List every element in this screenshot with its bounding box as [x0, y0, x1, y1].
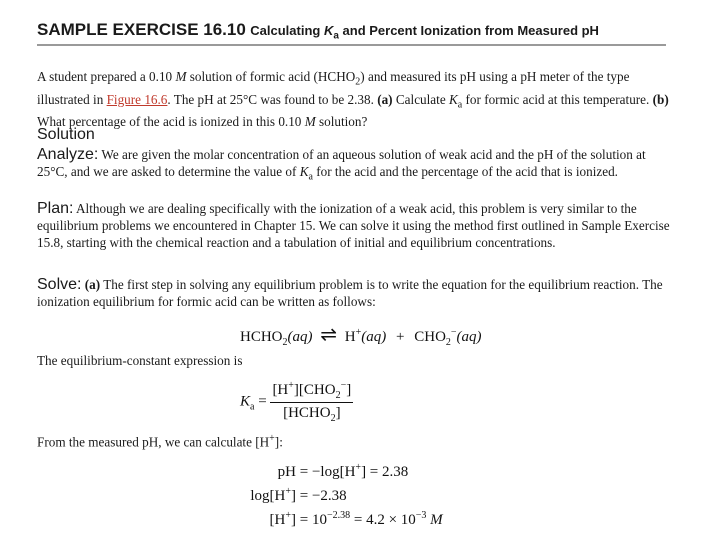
analyze-paragraph: Analyze: We are given the molar concentration of an aqueous solution of weak acid and the pH of the solution at 25°C, and we are asked to determine the value of $K_a$ for the acid and the percentage of the acid that is ionized. [37, 146, 646, 183]
exercise-subtitle: Calculating $K_a$ and Percent Ionization from Measured pH [250, 23, 599, 42]
solve-label: Solve: [37, 276, 82, 293]
plan-paragraph: Plan: Although we are dealing specifically with the ionization of a weak acid, this problem is very similar to the equilibrium problems we encountered in Chapter 15. We can solve it using the method first outlined in Sample Exercise 15.8, starting with the chemical reaction and a tabulation of initial and equilibrium concentrations. [37, 200, 670, 250]
ka-expression: $K_a$ = $\frac{[H^+][CHO_2^-]}{[HCHO_2]}$ [240, 380, 352, 424]
title-divider [37, 44, 666, 46]
figure-link[interactable]: Figure 16.6 [106, 91, 168, 107]
solution-heading: Solution [37, 126, 95, 143]
equilibrium-arrow: ⇌ [320, 324, 338, 346]
ph-intro: From the measured pH, we can calculate [H+]: [37, 433, 283, 450]
exercise-title [37, 20, 687, 42]
ionization-reaction: $HCHO_2(aq)$ ⇌ $H^+(aq) + CHO_2^-(aq)$ [240, 324, 482, 348]
analyze-label: Analyze: [37, 146, 99, 163]
plan-label: Plan: [37, 200, 74, 217]
expression-intro: The equilibrium-constant expression is [37, 353, 243, 368]
exercise-number: SAMPLE EXERCISE 16.10 [37, 20, 246, 39]
ph-equations [236, 456, 443, 528]
problem-statement: A student prepared a 0.10 M solution of formic acid $(HCHO_2)$ and measured its pH using a pH meter of the type illustrated in Figure 16.6. The pH at 25°C was found to be 2.38. (a) Calculate $K_a$ for formic acid at this temperature. (b) What percentage of the acid is ionized in this 0.10 M solution? [37, 69, 669, 130]
ph-equation-row: pH = −log[H+] = 2.38 [277, 462, 409, 480]
ph-equation-row: log[H+] = −2.38 [250, 486, 347, 504]
solve-paragraph: Solve: (a) The first step in solving any equilibrium problem is to write the equation for the equilibrium reaction. The ionization equilibrium for formic acid can be written as follows: [37, 276, 663, 309]
ph-equation-row: $[H^+] = 10^{-2.38} = 4.2 \times 10^{-3}$ M [269, 510, 443, 528]
